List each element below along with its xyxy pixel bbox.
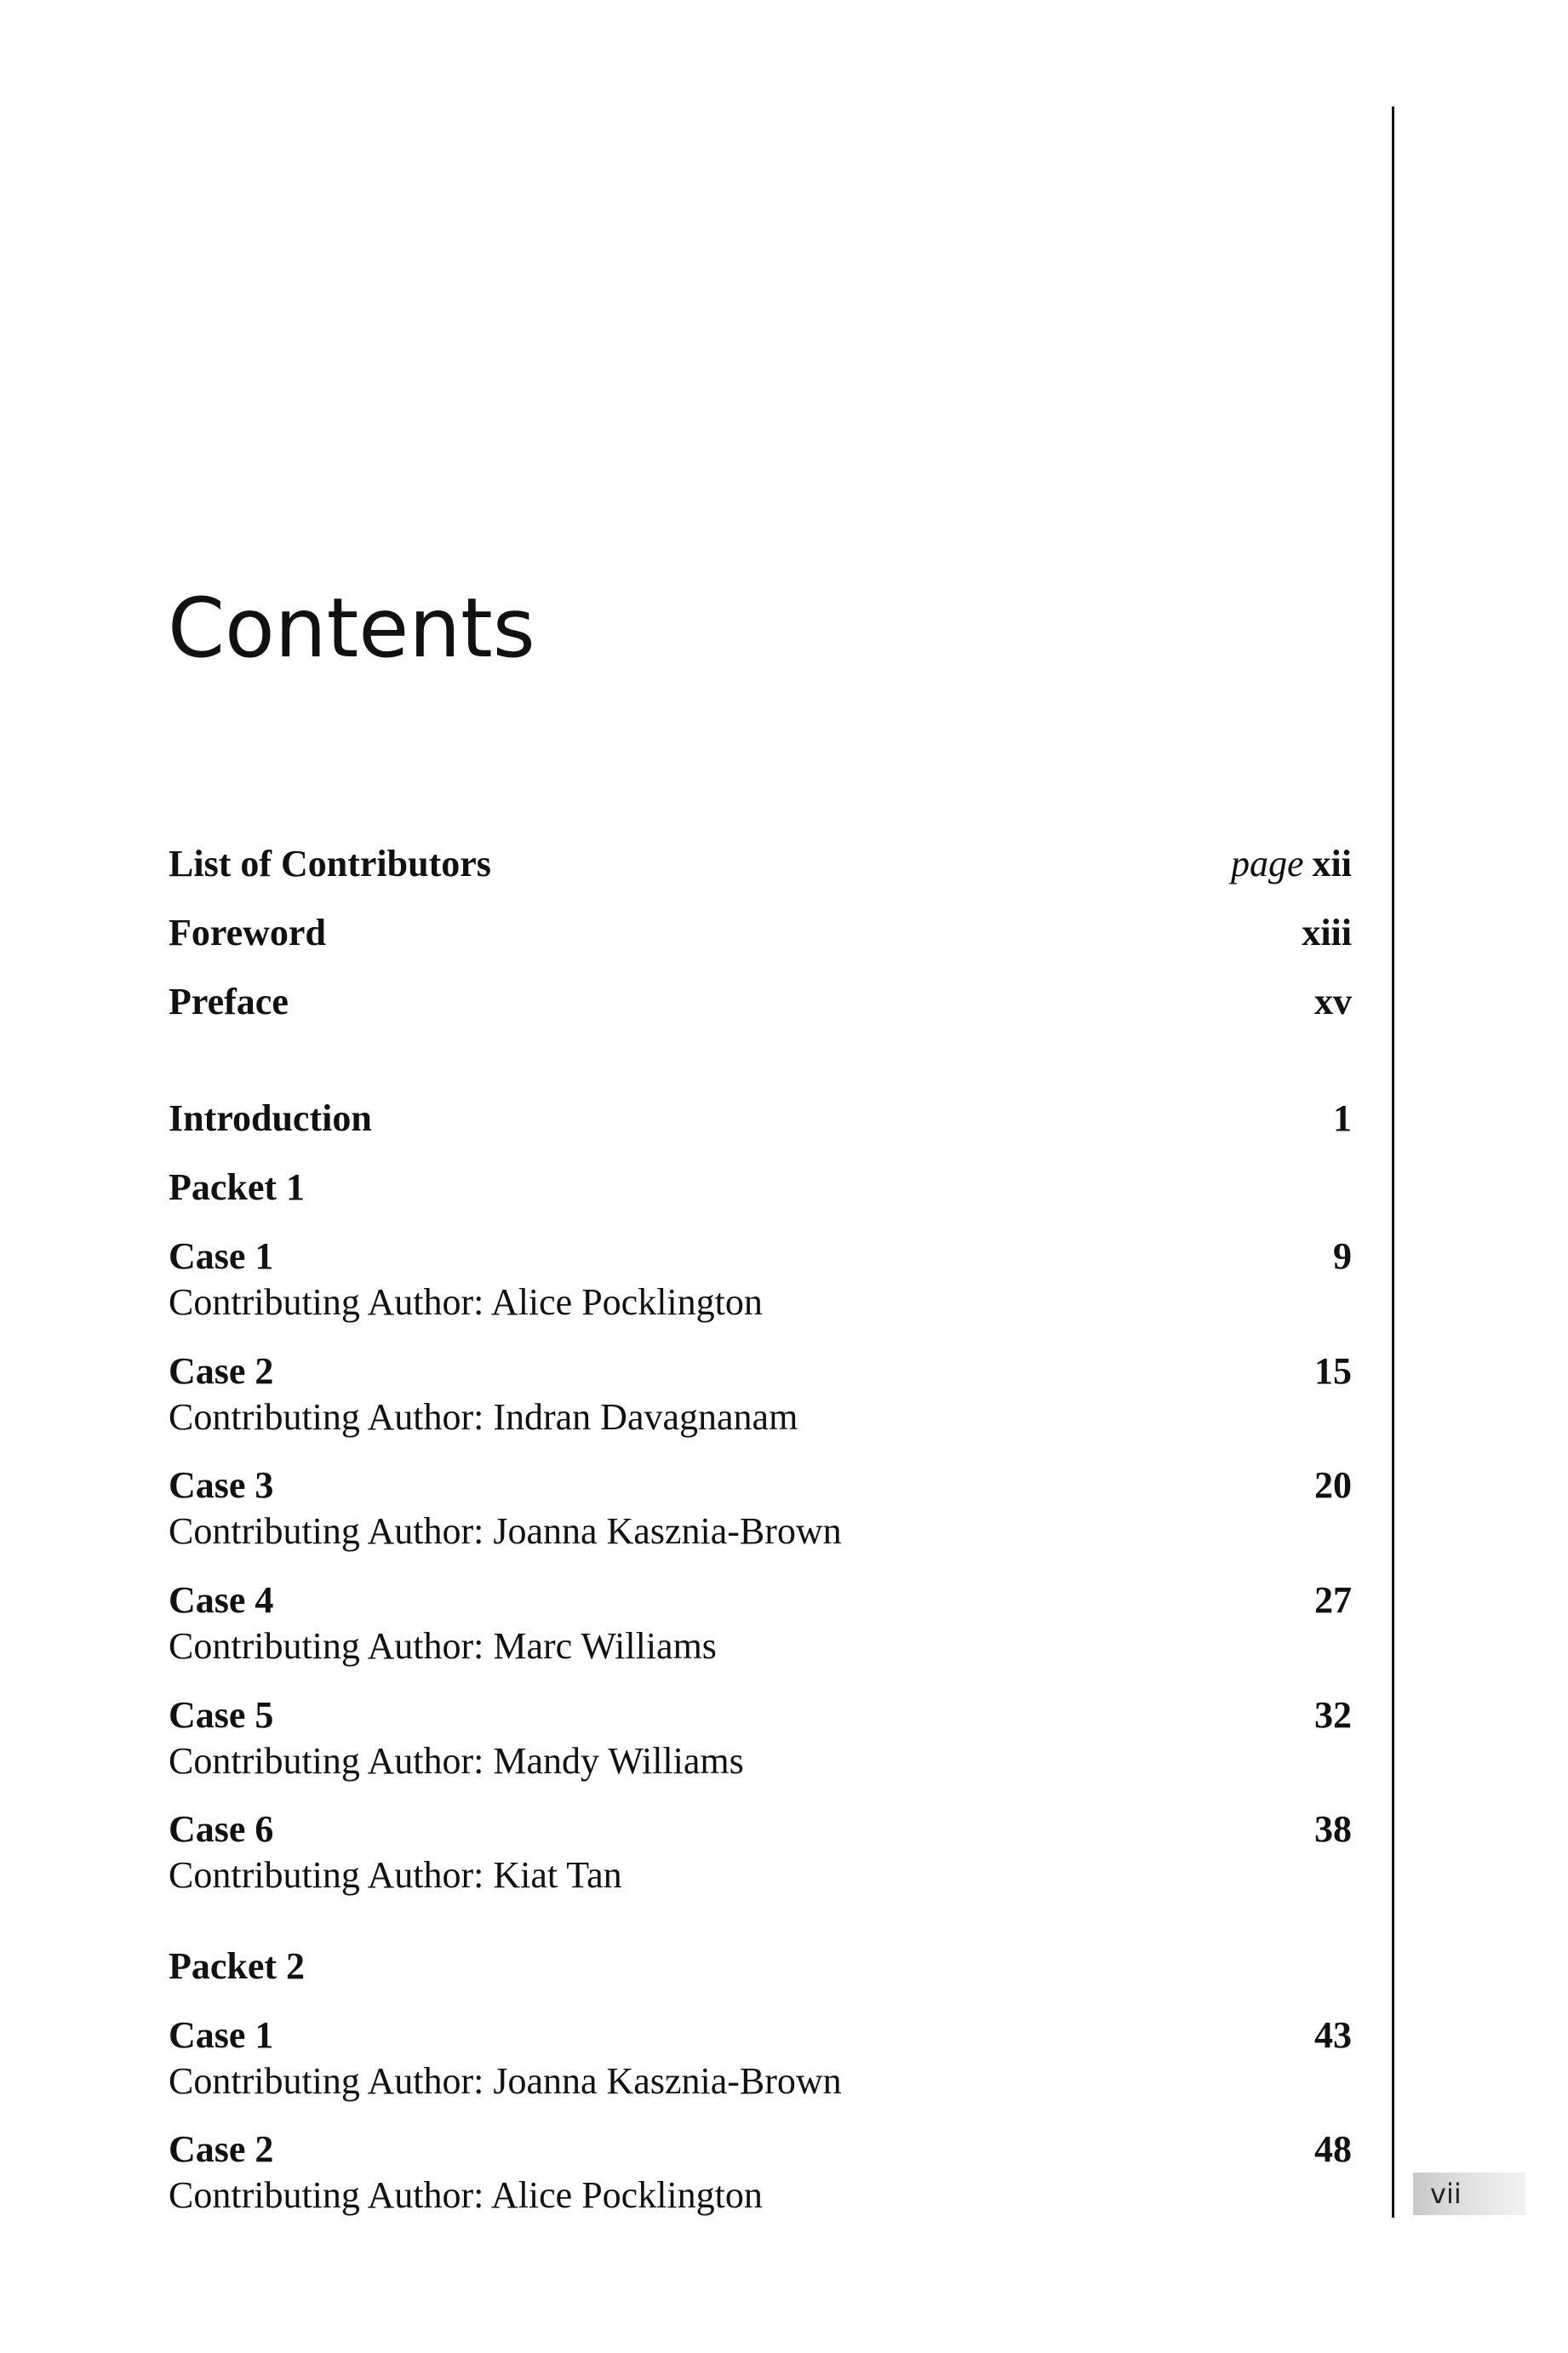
toc-entry-page: xiii [1302,912,1352,953]
page-prefix: page [1231,843,1304,885]
toc-entry-label: Case 1 [169,2014,274,2056]
toc-entry-case [169,1575,1352,1626]
folio-page-number: vii [1430,2178,1462,2210]
toc-entry-page: 9 [1333,1235,1352,1277]
toc-entry-label: Foreword [169,912,326,953]
toc-entry-page: 38 [1314,1808,1352,1850]
toc-entry-page: 15 [1314,1350,1352,1392]
contributing-author: Contributing Author: Kiat Tan [169,1854,622,1896]
toc-entry-contributors [169,839,1352,890]
toc-entry-case [169,2124,1352,2175]
contributing-author: Contributing Author: Alice Pocklington [169,1281,763,1323]
toc-section-packet-2 [169,1941,1352,1992]
toc-entry-label: Case 2 [169,1350,274,1392]
toc-entry-case [169,2010,1352,2061]
margin-rule [1392,106,1394,2218]
toc-entry-label: Case 1 [169,1235,274,1277]
contributing-author: Contributing Author: Indran Davagnanam [169,1396,798,1438]
toc-entry-page [1231,839,1352,890]
section-label: Packet 2 [169,1945,306,1987]
toc-entry-label: Case 5 [169,1694,274,1736]
toc-entry-page: 32 [1314,1694,1352,1736]
toc-entry-label: Preface [169,981,289,1022]
toc-entry-case [169,1346,1352,1397]
toc-entry-label: List of Contributors [169,843,491,885]
toc-entry-page: 27 [1314,1579,1352,1621]
toc-entry-case [169,1460,1352,1511]
contributing-author: Contributing Author: Joanna Kasznia-Brown [169,2060,842,2102]
contributing-author: Contributing Author: Joanna Kasznia-Brown [169,1510,842,1552]
toc-entry-foreword [169,907,1352,959]
toc-entry-page: 43 [1314,2014,1352,2056]
toc-entry-label: Case 3 [169,1464,274,1506]
contributing-author: Contributing Author: Mandy Williams [169,1740,744,1782]
toc-entry-label: Case 2 [169,2128,274,2170]
toc-entry-label: Introduction [169,1097,372,1139]
toc-entry-label: Case 6 [169,1808,274,1850]
contributing-author: Contributing Author: Alice Pocklington [169,2174,763,2216]
toc-entry-case [169,1231,1352,1282]
folio-tab [1413,2173,1525,2215]
toc-entry-introduction [169,1093,1352,1144]
page-number: xii [1312,843,1352,885]
toc-entry-page: 48 [1314,2128,1352,2170]
toc-section-packet-1 [169,1162,1352,1213]
toc-entry-label: Case 4 [169,1579,274,1621]
section-label: Packet 1 [169,1166,306,1208]
toc-entry-page: 20 [1314,1464,1352,1506]
toc-entry-case [169,1690,1352,1741]
page-title: Contents [168,581,535,676]
toc-entry-page: 1 [1333,1097,1352,1139]
toc-entry-case [169,1804,1352,1855]
toc-entry-preface [169,976,1352,1028]
contributing-author: Contributing Author: Marc Williams [169,1625,717,1667]
toc-entry-page: xv [1314,981,1352,1022]
